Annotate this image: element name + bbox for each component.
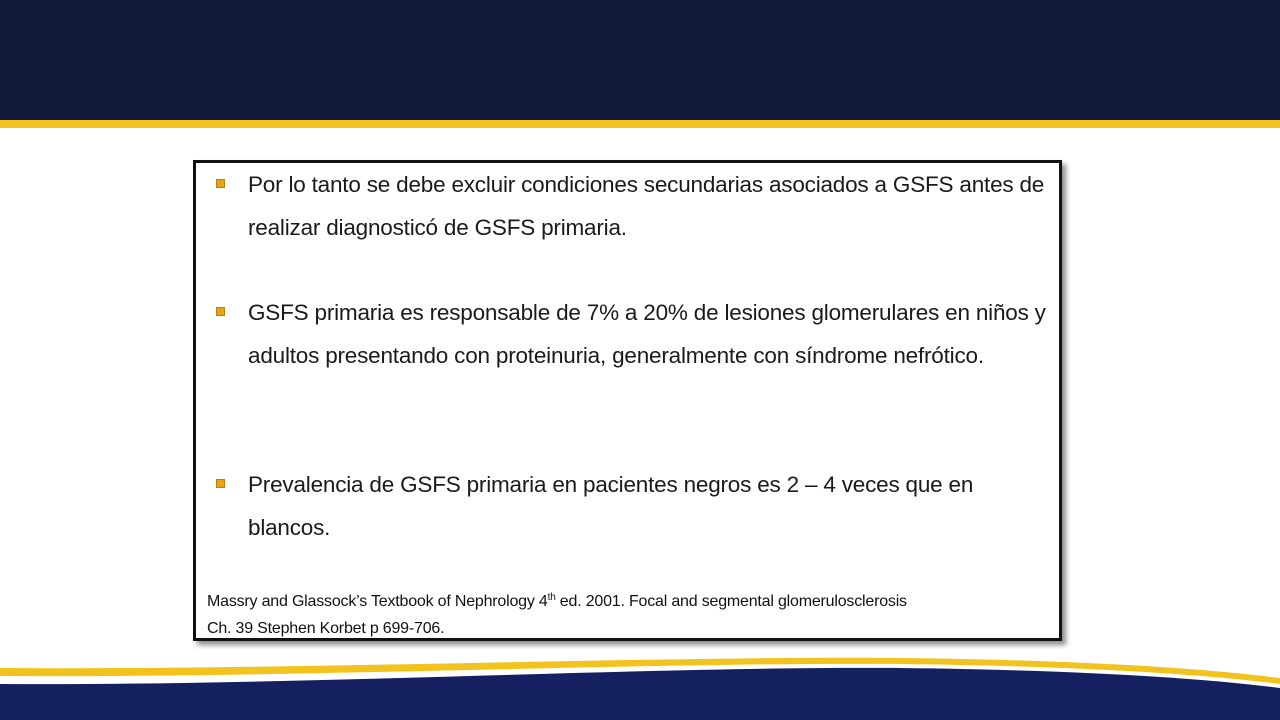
bullet-item (248, 163, 1055, 249)
square-bullet-icon (216, 479, 225, 488)
reference-text-continued: ed. 2001. Focal and segmental glomerulosclerosis (555, 593, 907, 610)
bullet-text: Por lo tanto se debe excluir condiciones secundarias asociados a GSFS antes de realizar diagnosticó de GSFS primaria. (248, 172, 1045, 240)
bullet-item (248, 291, 1055, 377)
header-band (0, 0, 1280, 120)
bullet-text: GSFS primaria es responsable de 7% a 20% de lesiones glomerulares en niños y adultos presentando con proteinuria, generalmente con síndrome nefrótico. (248, 300, 1046, 368)
header-gold-stripe (0, 120, 1280, 128)
square-bullet-icon (216, 307, 225, 316)
reference-text: Massry and Glassock’s Textbook of Nephrology 4 (207, 593, 548, 610)
content-box (193, 160, 1062, 641)
reference-line-2: Ch. 39 Stephen Korbet p 699-706. (207, 620, 445, 637)
reference-citation (207, 588, 1051, 642)
bullet-item (248, 463, 1055, 549)
square-bullet-icon (216, 179, 225, 188)
footer-wave (0, 640, 1280, 720)
reference-superscript: th (547, 592, 556, 603)
bullet-text: Prevalencia de GSFS primaria en pacientes negros es 2 – 4 veces que en blancos. (248, 472, 974, 540)
